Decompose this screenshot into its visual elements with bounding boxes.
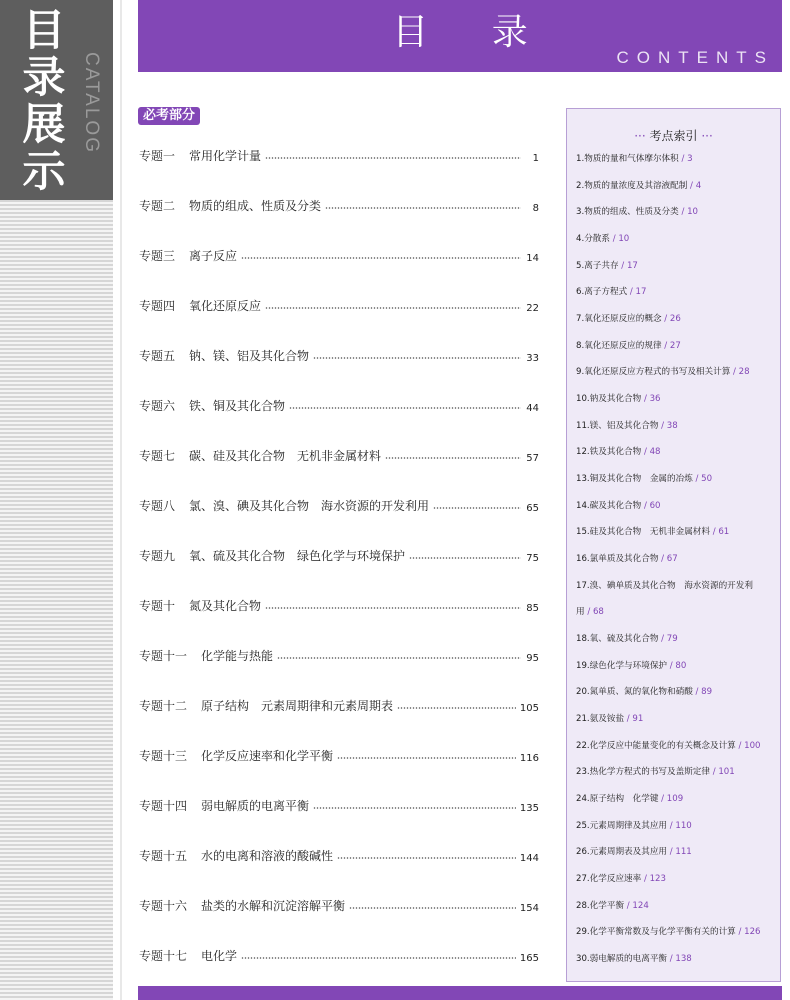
index-item-page: 124 bbox=[632, 901, 649, 911]
chapter-row[interactable] bbox=[139, 294, 539, 314]
chapter-row[interactable] bbox=[139, 644, 539, 664]
chapter-row[interactable] bbox=[139, 344, 539, 364]
dot-leader bbox=[397, 707, 516, 709]
index-item-page: 26 bbox=[669, 314, 681, 324]
chapter-row[interactable] bbox=[139, 744, 539, 764]
index-item-text: 13.铜及其化合物 金属的冶炼 bbox=[576, 474, 693, 484]
dot-leader bbox=[325, 207, 521, 209]
dot-leader bbox=[337, 757, 516, 759]
index-item-text: 14.碳及其化合物 bbox=[576, 501, 642, 511]
chapter-name: 氧化还原反应 bbox=[189, 299, 262, 313]
index-item-page: 3 bbox=[687, 154, 693, 164]
index-item[interactable]: 28.化学平衡 / 124 bbox=[576, 901, 649, 911]
index-item-text: 22.化学反应中能量变化的有关概念及计算 bbox=[576, 741, 736, 751]
index-item-page: 109 bbox=[666, 794, 684, 804]
index-item[interactable]: 13.铜及其化合物 金属的冶炼 / 50 bbox=[576, 474, 713, 484]
chapter-name: 氯、溴、碘及其化合物 海水资源的开发利用 bbox=[189, 499, 430, 513]
index-item[interactable]: 15.硅及其化合物 无机非金属材料 / 61 bbox=[576, 527, 730, 537]
section-tag: 必考部分 bbox=[138, 107, 200, 125]
index-item-text: 8.氧化还原反应的规律 bbox=[576, 341, 662, 351]
chapter-number: 专题十 bbox=[139, 599, 176, 613]
index-item-page: 126 bbox=[744, 927, 761, 937]
index-item-text: 2.物质的量浓度及其溶液配制 bbox=[576, 181, 688, 191]
chapter-number: 专题五 bbox=[139, 349, 176, 363]
index-item-text: 30.弱电解质的电离平衡 bbox=[576, 954, 668, 964]
chapter-name: 原子结构 元素周期律和元素周期表 bbox=[201, 699, 394, 713]
index-item-page: 91 bbox=[632, 714, 644, 724]
chapter-name: 水的电离和溶液的酸碱性 bbox=[201, 849, 334, 863]
dot-leader bbox=[265, 607, 521, 609]
index-item-page: 38 bbox=[666, 421, 678, 431]
chapter-page: 14 bbox=[526, 253, 539, 264]
chapter-name: 氮及其化合物 bbox=[189, 599, 262, 613]
chapter-number: 专题十五 bbox=[139, 849, 188, 863]
index-item[interactable]: 16.氯单质及其化合物 / 67 bbox=[576, 554, 678, 564]
chapter-page: 22 bbox=[526, 303, 539, 314]
index-item[interactable]: 29.化学平衡常数及与化学平衡有关的计算 / 126 bbox=[576, 927, 761, 937]
chapter-number: 专题六 bbox=[139, 399, 176, 413]
index-item-text: 11.镁、铝及其化合物 bbox=[576, 421, 659, 431]
divider bbox=[120, 0, 122, 1000]
index-item-text: 18.氧、硫及其化合物 bbox=[576, 634, 659, 644]
chapter-number: 专题八 bbox=[139, 499, 176, 513]
chapter-page: 75 bbox=[526, 553, 539, 564]
index-item-page: 80 bbox=[675, 661, 687, 671]
chapter-number: 专题三 bbox=[139, 249, 176, 263]
index-item[interactable]: 9.氧化还原反应方程式的书写及相关计算 / 28 bbox=[576, 367, 750, 377]
chapter-name: 化学反应速率和化学平衡 bbox=[201, 749, 334, 763]
index-item-text: 4.分散系 bbox=[576, 234, 610, 244]
index-item-page: 10 bbox=[618, 234, 630, 244]
chapter-row[interactable] bbox=[139, 694, 539, 714]
index-item[interactable]: 11.镁、铝及其化合物 / 38 bbox=[576, 421, 678, 431]
chapter-name: 弱电解质的电离平衡 bbox=[201, 799, 310, 813]
index-item-text: 17.溴、碘单质及其化合物 海水资源的开发利 bbox=[576, 581, 753, 591]
index-item-page: 89 bbox=[701, 687, 713, 697]
index-item[interactable]: 20.氮单质、氮的氧化物和硝酸 / 89 bbox=[576, 687, 713, 697]
chapter-name: 盐类的水解和沉淀溶解平衡 bbox=[201, 899, 346, 913]
index-item-page: 111 bbox=[675, 847, 692, 857]
index-item-text: 7.氧化还原反应的概念 bbox=[576, 314, 662, 324]
index-item-page: 50 bbox=[701, 474, 713, 484]
index-item[interactable]: 26.元素周期表及其应用 / 111 bbox=[576, 847, 692, 857]
index-item-text: 16.氯单质及其化合物 bbox=[576, 554, 659, 564]
index-item[interactable]: 1.物质的量和气体摩尔体积 / 3 bbox=[576, 154, 693, 164]
index-item[interactable]: 25.元素周期律及其应用 / 110 bbox=[576, 821, 692, 831]
index-item-text: 29.化学平衡常数及与化学平衡有关的计算 bbox=[576, 927, 736, 937]
chapter-page: 85 bbox=[526, 603, 539, 614]
dot-leader bbox=[409, 557, 521, 559]
index-item[interactable]: 10.钠及其化合物 / 36 bbox=[576, 394, 661, 404]
chapter-row[interactable] bbox=[139, 194, 539, 214]
chapter-number: 专题十七 bbox=[139, 949, 188, 963]
dot-leader bbox=[313, 807, 516, 809]
chapter-number: 专题一 bbox=[139, 149, 176, 163]
chapter-page: 44 bbox=[526, 403, 539, 414]
index-item[interactable]: 18.氧、硫及其化合物 / 79 bbox=[576, 634, 678, 644]
chapter-name: 钠、镁、铝及其化合物 bbox=[189, 349, 310, 363]
index-item[interactable]: 用 / 68 bbox=[576, 607, 604, 617]
index-item-page: 17 bbox=[635, 287, 647, 297]
index-item-text: 15.硅及其化合物 无机非金属材料 bbox=[576, 527, 710, 537]
index-item[interactable]: 22.化学反应中能量变化的有关概念及计算 / 100 bbox=[576, 741, 761, 751]
index-item-text: 10.钠及其化合物 bbox=[576, 394, 642, 404]
index-item-text: 5.离子共存 bbox=[576, 261, 619, 271]
chapter-name: 铁、铜及其化合物 bbox=[189, 399, 286, 413]
index-item[interactable]: 3.物质的组成、性质及分类 / 10 bbox=[576, 207, 699, 217]
chapter-page: 165 bbox=[519, 953, 539, 964]
index-item-page: 10 bbox=[687, 207, 699, 217]
chapter-row[interactable] bbox=[139, 244, 539, 264]
chapter-page: 105 bbox=[519, 703, 539, 714]
index-item-page: 110 bbox=[675, 821, 692, 831]
index-item-text: 19.绿色化学与环境保护 bbox=[576, 661, 668, 671]
dot-leader bbox=[241, 257, 521, 259]
index-item[interactable]: 27.化学反应速率 / 123 bbox=[576, 874, 666, 884]
chapter-row[interactable] bbox=[139, 894, 539, 914]
dot-leader bbox=[265, 307, 521, 309]
footer-bar bbox=[138, 986, 782, 1000]
chapter-row[interactable] bbox=[139, 594, 539, 614]
chapter-row[interactable] bbox=[139, 844, 539, 864]
dot-leader bbox=[349, 907, 516, 909]
catalog-title-en: CATALOG bbox=[81, 52, 102, 154]
chapter-page: 65 bbox=[526, 503, 539, 514]
dot-leader bbox=[265, 157, 521, 159]
chapter-number: 专题九 bbox=[139, 549, 176, 563]
chapter-name: 碳、硅及其化合物 无机非金属材料 bbox=[189, 449, 382, 463]
index-title-dots: ··· bbox=[701, 129, 713, 143]
dot-leader bbox=[277, 657, 521, 659]
chapter-row[interactable] bbox=[139, 494, 539, 514]
index-item[interactable]: 14.碳及其化合物 / 60 bbox=[576, 501, 661, 511]
page-header bbox=[138, 0, 782, 72]
index-item-page: 123 bbox=[649, 874, 666, 884]
index-item[interactable]: 30.弱电解质的电离平衡 / 138 bbox=[576, 954, 692, 964]
catalog-title-cn bbox=[18, 8, 70, 196]
catalog-title-char: 展 bbox=[22, 100, 66, 150]
index-item-page: 48 bbox=[649, 447, 661, 457]
index-item-text: 20.氮单质、氮的氧化物和硝酸 bbox=[576, 687, 693, 697]
chapter-row[interactable] bbox=[139, 944, 539, 964]
index-item-text: 6.离子方程式 bbox=[576, 287, 628, 297]
dot-leader bbox=[337, 857, 516, 859]
index-item-page: 60 bbox=[649, 501, 661, 511]
chapter-name: 氧、硫及其化合物 绿色化学与环境保护 bbox=[189, 549, 406, 563]
catalog-title-char: 示 bbox=[22, 147, 66, 197]
index-item[interactable]: 5.离子共存 / 17 bbox=[576, 261, 638, 271]
chapter-name: 物质的组成、性质及分类 bbox=[189, 199, 322, 213]
index-item[interactable]: 6.离子方程式 / 17 bbox=[576, 287, 647, 297]
index-title bbox=[567, 127, 780, 144]
index-item[interactable]: 12.铁及其化合物 / 48 bbox=[576, 447, 661, 457]
index-item[interactable]: 23.热化学方程式的书写及盖斯定律 / 101 bbox=[576, 767, 735, 777]
chapter-name: 电化学 bbox=[201, 949, 238, 963]
index-item-text: 3.物质的组成、性质及分类 bbox=[576, 207, 679, 217]
chapter-page: 8 bbox=[532, 203, 539, 214]
index-item-page: 61 bbox=[718, 527, 730, 537]
index-item-page: 100 bbox=[744, 741, 761, 751]
chapter-name: 离子反应 bbox=[189, 249, 238, 263]
chapter-number: 专题七 bbox=[139, 449, 176, 463]
chapter-number: 专题十一 bbox=[139, 649, 188, 663]
index-item-page: 36 bbox=[649, 394, 661, 404]
index-item-text: 28.化学平衡 bbox=[576, 901, 625, 911]
chapter-number: 专题十六 bbox=[139, 899, 188, 913]
index-item[interactable] bbox=[576, 580, 776, 592]
dot-leader bbox=[433, 507, 521, 509]
dot-leader bbox=[289, 407, 521, 409]
chapter-page: 154 bbox=[519, 903, 539, 914]
index-item-page: 4 bbox=[695, 181, 702, 191]
chapter-name: 常用化学计量 bbox=[189, 149, 262, 163]
index-item-text: 27.化学反应速率 bbox=[576, 874, 642, 884]
index-item[interactable]: 4.分散系 / 10 bbox=[576, 234, 630, 244]
index-item-text: 26.元素周期表及其应用 bbox=[576, 847, 668, 857]
chapter-page: 116 bbox=[519, 753, 539, 764]
index-item[interactable]: 24.原子结构 化学键 / 109 bbox=[576, 794, 684, 804]
dot-leader bbox=[385, 457, 521, 459]
chapter-page: 95 bbox=[526, 653, 539, 664]
index-title-dots: ··· bbox=[634, 129, 646, 143]
chapter-page: 57 bbox=[526, 453, 539, 464]
dot-leader bbox=[241, 957, 516, 959]
index-item[interactable]: 19.绿色化学与环境保护 / 80 bbox=[576, 661, 687, 671]
chapter-name: 化学能与热能 bbox=[201, 649, 274, 663]
index-item-text: 12.铁及其化合物 bbox=[576, 447, 642, 457]
chapter-row[interactable] bbox=[139, 794, 539, 814]
index-item-page: 27 bbox=[669, 341, 681, 351]
chapter-number: 专题二 bbox=[139, 199, 176, 213]
chapter-number: 专题十四 bbox=[139, 799, 188, 813]
index-item-page: 79 bbox=[666, 634, 678, 644]
catalog-title-char: 目 bbox=[22, 6, 66, 56]
chapter-row[interactable] bbox=[139, 544, 539, 564]
index-item-text: 21.氨及铵盐 bbox=[576, 714, 625, 724]
chapter-page: 1 bbox=[532, 153, 539, 164]
index-item-page: 28 bbox=[738, 367, 750, 377]
chapter-page: 33 bbox=[526, 353, 539, 364]
index-item-page: 101 bbox=[718, 767, 735, 777]
chapter-row[interactable] bbox=[139, 394, 539, 414]
index-item-text: 用 bbox=[576, 607, 585, 617]
index-item-page: 68 bbox=[592, 607, 604, 617]
page-subtitle: CONTENTS bbox=[616, 48, 774, 67]
chapter-row[interactable] bbox=[139, 144, 539, 164]
chapter-page: 144 bbox=[519, 853, 539, 864]
chapter-page: 135 bbox=[519, 803, 539, 814]
index-item-text: 24.原子结构 化学键 bbox=[576, 794, 659, 804]
index-item[interactable]: 8.氧化还原反应的规律 / 27 bbox=[576, 341, 681, 351]
index-item-text: 25.元素周期律及其应用 bbox=[576, 821, 668, 831]
page-title: 目 录 bbox=[392, 12, 554, 53]
left-title-block bbox=[0, 0, 113, 200]
index-item[interactable]: 21.氨及铵盐 / 91 bbox=[576, 714, 644, 724]
chapter-number: 专题十二 bbox=[139, 699, 188, 713]
catalog-title-char: 录 bbox=[22, 53, 66, 103]
index-item[interactable]: 2.物质的量浓度及其溶液配制 / 4 bbox=[576, 181, 702, 191]
chapter-number: 专题四 bbox=[139, 299, 176, 313]
chapter-row[interactable] bbox=[139, 444, 539, 464]
index-item-page: 67 bbox=[666, 554, 678, 564]
index-title-text: 考点索引 bbox=[649, 129, 698, 143]
dot-leader bbox=[313, 357, 521, 359]
index-item[interactable]: 7.氧化还原反应的概念 / 26 bbox=[576, 314, 681, 324]
chapter-number: 专题十三 bbox=[139, 749, 188, 763]
index-item-page: 138 bbox=[675, 954, 692, 964]
index-panel bbox=[566, 108, 781, 982]
index-item-page: 17 bbox=[626, 261, 638, 271]
index-item-text: 1.物质的量和气体摩尔体积 bbox=[576, 154, 679, 164]
index-item-text: 23.热化学方程式的书写及盖斯定律 bbox=[576, 767, 710, 777]
index-item-text: 9.氧化还原反应方程式的书写及相关计算 bbox=[576, 367, 731, 377]
